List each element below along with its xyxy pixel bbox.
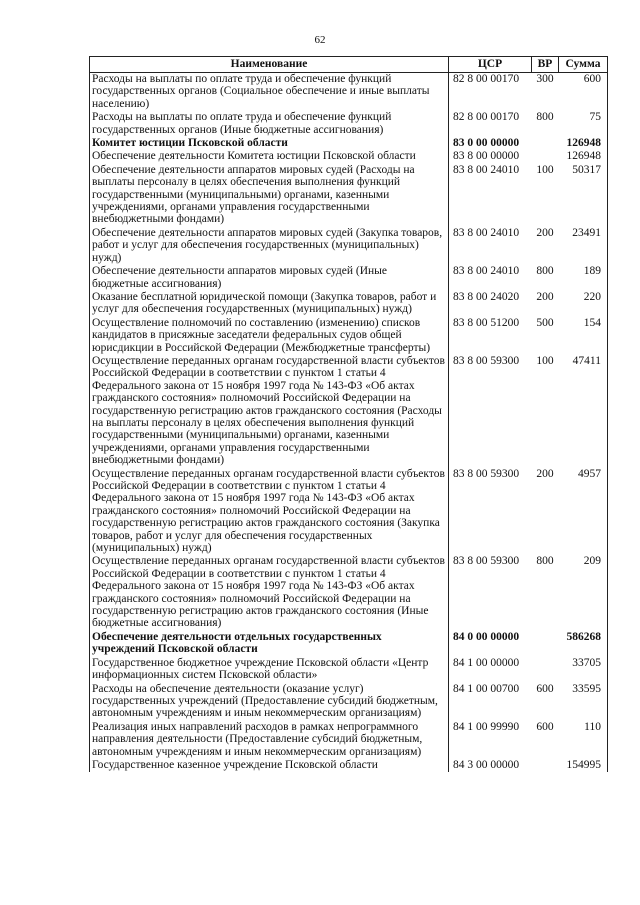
cell-name: Обеспечение деятельности отдельных государственных учреждений Псковской области [90,631,449,657]
cell-vr [532,150,559,163]
cell-vr: 500 [536,316,554,329]
cell-name: Государственное казенное учреждение Псковской области [90,759,449,772]
cell-csr: 83 8 00 59300 [449,555,532,630]
cell-vr [532,759,559,772]
cell-sum: 126948 [559,150,608,163]
table-row [90,355,608,468]
cell-name: Государственное бюджетное учреждение Псковской области «Центр информационных систем Псковской области» [90,657,449,683]
cell-name: Обеспечение деятельности аппаратов мировых судей (Расходы на выплаты персоналу в целях обеспечения выполнения функций государственными (муниципальными) органами, казенными учреждениями, органами управления государственными внебюджетными фондами) [90,164,449,227]
table-header-row [90,57,608,73]
cell-csr: 84 1 00 00700 [449,683,532,721]
cell-sum: 33705 [559,657,608,683]
cell-sum: 600 [559,73,608,112]
cell-sum: 586268 [559,631,608,657]
cell-csr: 83 8 00 24010 [449,227,532,265]
table-row [90,317,608,355]
cell-vr: 300 [536,73,554,85]
cell-name: Осуществление переданных органам государственной власти субъектов Российской Федерации в соответствии с пунктом 1 статьи 4 Федерального закона от 15 ноября 1997 года № 143-ФЗ «Об актах гражданского состояния» полномочий Российской Федерации на государственную регистрацию актов гражданского состояния (Закупка товаров, работ и услуг для обеспечения государственных (муниципальных) нужд) [90,468,449,556]
cell-csr: 83 8 00 00000 [449,150,532,163]
cell-csr: 84 1 00 99990 [449,721,532,759]
cell-csr: 82 8 00 00170 [449,73,532,112]
header-csr: ЦСР [449,57,532,73]
cell-name: Расходы на выплаты по оплате труда и обеспечение функций государственных органов (Иные бюджетные ассигнования) [90,111,449,137]
cell-sum: 154995 [559,759,608,772]
table-row [90,73,608,112]
cell-sum: 47411 [559,355,608,468]
table-row [90,227,608,265]
cell-csr: 83 8 00 24010 [449,265,532,291]
cell-sum: 126948 [559,137,608,150]
header-vr: ВР [532,57,559,73]
cell-name: Расходы на выплаты по оплате труда и обеспечение функций государственных органов (Социальное обеспечение и иные выплаты населению) [90,73,449,112]
cell-vr: 800 [536,555,554,568]
cell-vr: 800 [536,111,554,124]
header-name: Наименование [90,57,449,73]
cell-vr: 200 [536,290,554,303]
cell-sum: 4957 [559,468,608,556]
cell-sum: 50317 [559,164,608,227]
cell-sum: 110 [559,721,608,759]
cell-csr: 83 8 00 51200 [449,317,532,355]
cell-vr [532,657,559,683]
table-row [90,555,608,630]
cell-name: Расходы на обеспечение деятельности (оказание услуг) государственных учреждений (Предоставление субсидий бюджетным, автономным учреждениям и иным некоммерческим организациям) [90,683,449,721]
cell-name: Обеспечение деятельности Комитета юстиции Псковской области [90,150,449,163]
cell-csr: 84 3 00 00000 [449,759,532,772]
cell-vr: 600 [536,720,554,733]
cell-name: Обеспечение деятельности аппаратов мировых судей (Закупка товаров, работ и услуг для обеспечения государственных (муниципальных) нужд) [90,227,449,265]
cell-csr: 84 0 00 00000 [449,631,532,657]
cell-name: Реализация иных направлений расходов в рамках непрограммного направления деятельности (Предоставление субсидий бюджетным, автономным учреждениям и иным некоммерческим организациям) [90,721,449,759]
cell-name: Обеспечение деятельности аппаратов мировых судей (Иные бюджетные ассигнования) [90,265,449,291]
table-body [90,73,608,773]
header-sum: Сумма [559,57,608,73]
table-row [90,721,608,759]
cell-sum: 209 [559,555,608,630]
cell-csr: 83 8 00 59300 [449,355,532,468]
table-row [90,291,608,317]
cell-csr: 83 8 00 59300 [449,468,532,556]
cell-sum: 75 [559,111,608,137]
cell-sum: 220 [559,291,608,317]
table-row [90,265,608,291]
cell-csr: 83 0 00 00000 [449,137,532,150]
cell-sum: 33595 [559,683,608,721]
budget-table [89,56,608,772]
cell-name: Осуществление переданных органам государственной власти субъектов Российской Федерации в соответствии с пунктом 1 статьи 4 Федерального закона от 15 ноября 1997 года № 143-ФЗ «Об актах гражданского состояния» полномочий Российской Федерации на государственную регистрацию актов гражданского состояния (Иные бюджетные ассигнования) [90,555,449,630]
cell-vr: 100 [536,354,554,367]
cell-vr: 200 [536,226,554,239]
table-row [90,759,608,772]
cell-vr [532,137,559,150]
cell-vr [532,631,559,657]
table-row [90,631,608,657]
cell-vr: 200 [536,467,554,480]
cell-name: Комитет юстиции Псковской области [90,137,449,150]
cell-name: Осуществление полномочий по составлению (изменению) списков кандидатов в присяжные заседатели федеральных судов общей юрисдикции в Российской Федерации (Межбюджетные трансферты) [90,317,449,355]
cell-sum: 154 [559,317,608,355]
cell-csr: 84 1 00 00000 [449,657,532,683]
table-row [90,468,608,556]
table-row [90,164,608,227]
cell-name: Оказание бесплатной юридической помощи (Закупка товаров, работ и услуг для обеспечения государственных (муниципальных) нужд) [90,291,449,317]
table-row [90,657,608,683]
table-row [90,150,608,163]
budget-table-container [89,56,607,772]
table-row [90,111,608,137]
page-number: 62 [314,34,326,46]
cell-csr: 83 8 00 24020 [449,291,532,317]
cell-sum: 23491 [559,227,608,265]
table-header [90,57,608,73]
cell-vr: 800 [536,265,554,278]
cell-csr: 82 8 00 00170 [449,111,532,137]
cell-csr: 83 8 00 24010 [449,164,532,227]
cell-vr: 600 [536,682,554,695]
table-row [90,683,608,721]
table-row [90,137,608,150]
cell-name: Осуществление переданных органам государственной власти субъектов Российской Федерации в соответствии с пунктом 1 статьи 4 Федерального закона от 15 ноября 1997 года № 143-ФЗ «Об актах гражданского состояния» полномочий Российской Федерации на государственную регистрацию актов гражданского состояния (Расходы на выплаты персоналу в целях обеспечения выполнения функций государственными (муниципальными) органами, казенными учреждениями, органами управления государственными внебюджетными фондами) [90,355,449,468]
cell-vr: 100 [536,163,554,176]
cell-sum: 189 [559,265,608,291]
